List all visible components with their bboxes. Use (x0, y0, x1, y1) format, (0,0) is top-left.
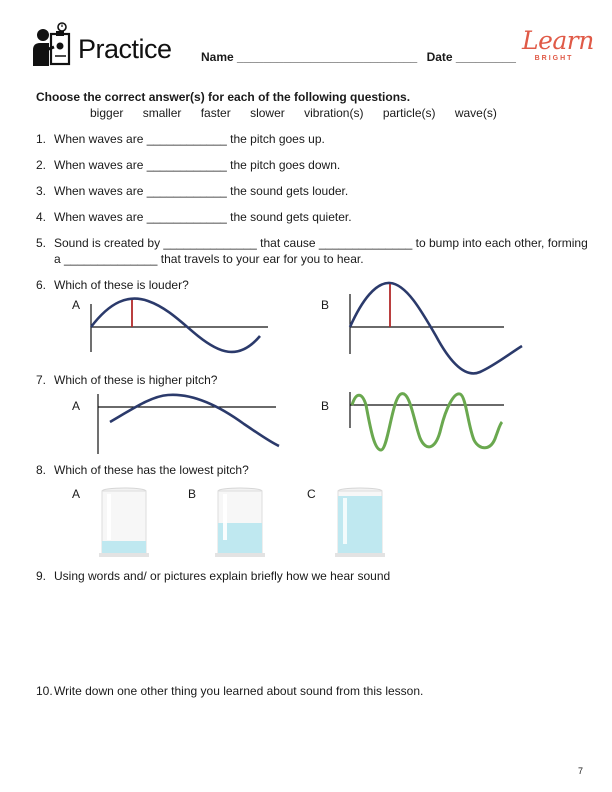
question-5: 5. Sound is created by ______________ that cause ______________ to bump into each other, forming (36, 236, 588, 250)
question-10: 10.Write down one other thing you learned about sound from this lesson. (36, 684, 424, 698)
question-8: 8. Which of these has the lowest pitch? (36, 463, 249, 477)
question-7: 7. Which of these is higher pitch? (36, 373, 218, 387)
q7-wave-a (94, 390, 282, 456)
word-bank-item: particle(s) (382, 106, 436, 120)
word-bank-item: bigger (90, 106, 124, 120)
logo-text-top: Learn (522, 26, 594, 55)
question-6: 6. Which of these is louder? (36, 278, 189, 292)
question-5-continued: a ______________ that travels to your ear for you to hear. (54, 252, 364, 266)
option-c-label: C (307, 487, 316, 501)
question-1: 1. When waves are ____________ the pitch goes up. (36, 132, 325, 146)
question-3: 3. When waves are ____________ the sound gets louder. (36, 184, 349, 198)
word-bank-item: smaller (142, 106, 182, 120)
beaker-b (214, 486, 266, 558)
question-4: 4. When waves are ____________ the sound gets quieter. (36, 210, 352, 224)
q6-wave-a (88, 294, 270, 362)
question-9: 9. Using words and/ or pictures explain briefly how we hear sound (36, 569, 391, 583)
word-bank-item: vibration(s) (304, 106, 364, 120)
name-date-line (201, 50, 516, 64)
learn-bright-logo (522, 26, 594, 63)
instructions: Choose the correct answer(s) for each of the following questions. (36, 90, 411, 104)
word-bank (90, 106, 513, 120)
date-field-label[interactable]: Date _________ (426, 50, 516, 64)
question-2: 2. When waves are ____________ the pitch goes down. (36, 158, 341, 172)
name-field-label[interactable]: Name ___________________________ (201, 50, 418, 64)
q6-wave-b (346, 280, 526, 376)
page-title: Practice (78, 34, 172, 64)
word-bank-item: wave(s) (454, 106, 497, 120)
beaker-c (334, 486, 386, 558)
option-a-label: A (72, 298, 81, 312)
word-bank-item: faster (200, 106, 231, 120)
option-b-label: B (321, 298, 330, 312)
option-a-label: A (72, 487, 81, 501)
word-bank-item: slower (250, 106, 285, 120)
teacher-clipboard-icon (32, 22, 74, 68)
page-number: 7 (578, 766, 584, 776)
option-b-label: B (188, 487, 197, 501)
option-b-label: B (321, 399, 330, 413)
q7-wave-b (346, 388, 510, 454)
option-a-label: A (72, 399, 81, 413)
logo-text-bottom: BRIGHT (534, 55, 574, 62)
beaker-a (98, 486, 150, 558)
